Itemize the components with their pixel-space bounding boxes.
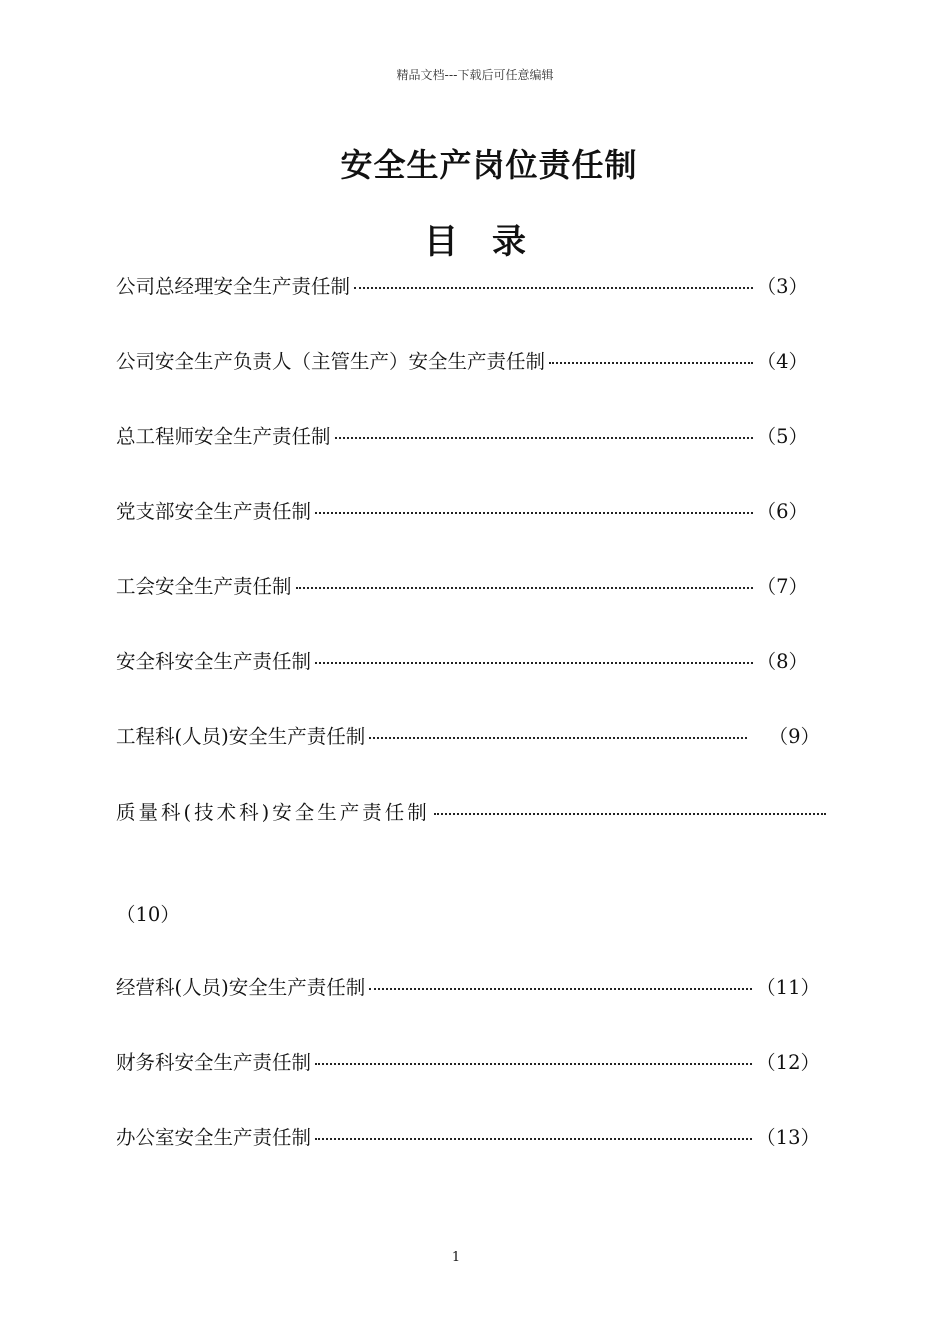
dot-leader: [315, 511, 753, 514]
toc-entry-page: （7）: [756, 575, 808, 598]
dot-leader: [315, 661, 753, 664]
dot-leader: [315, 1062, 752, 1065]
toc-entry-label: 安全科安全生产责任制: [116, 650, 312, 673]
toc-entry-page: （9）: [768, 725, 820, 748]
toc-entry-label: 总工程师安全生产责任制: [116, 425, 331, 448]
toc-entry-label: 公司安全生产负责人（主管生产）安全生产责任制: [116, 350, 546, 373]
toc-entry-9[interactable]: [116, 972, 820, 1000]
toc-entry-page: （13）: [756, 1126, 820, 1149]
toc-entry-page: （4）: [756, 350, 808, 373]
toc-heading-char-1: 目: [424, 222, 458, 262]
toc-entry-label: 办公室安全生产责任制: [116, 1126, 312, 1149]
toc-heading: [0, 214, 950, 263]
toc-entry-label: 财务科安全生产责任制: [116, 1051, 312, 1074]
toc-entry-2[interactable]: [116, 346, 808, 374]
toc-entry-4[interactable]: [116, 496, 808, 524]
toc-entry-8[interactable]: [116, 797, 830, 825]
toc-entry-label: 质量科(技术科)安全生产责任制: [116, 801, 430, 824]
dot-leader: [369, 736, 746, 739]
toc-entry-3[interactable]: [116, 421, 808, 449]
dot-leader: [315, 1137, 752, 1140]
page-header: 精品文档---下载后可任意编辑: [396, 68, 554, 82]
toc-entry-page: （6）: [756, 500, 808, 523]
toc-entry-11[interactable]: [116, 1122, 820, 1150]
page-number: 1: [451, 1250, 461, 1265]
dot-leader: [434, 812, 826, 815]
dot-leader: [369, 987, 752, 990]
toc-entry-5[interactable]: [116, 571, 808, 599]
dot-leader: [549, 361, 753, 364]
toc-entry-page: （8）: [756, 650, 808, 673]
toc-entry-1[interactable]: [116, 271, 808, 299]
dot-leader: [354, 286, 753, 289]
toc-entry-page: （5）: [756, 425, 808, 448]
toc-entry-label: 经营科(人员)安全生产责任制: [116, 976, 366, 999]
toc-entry-10[interactable]: [116, 1047, 820, 1075]
toc-entry-label: 公司总经理安全生产责任制: [116, 275, 351, 298]
document-title: 安全生产岗位责任制: [340, 146, 638, 184]
toc-entry-6[interactable]: [116, 646, 808, 674]
toc-entry-label: 工会安全生产责任制: [116, 575, 292, 598]
toc-heading-char-2: 录: [492, 222, 526, 262]
dot-leader: [335, 436, 753, 439]
toc-entry-8-page: （10）: [116, 903, 180, 926]
toc-entry-7[interactable]: [116, 721, 820, 749]
toc-entry-page: （11）: [756, 976, 820, 999]
toc-entry-page: （3）: [756, 275, 808, 298]
toc-entry-label: 党支部安全生产责任制: [116, 500, 312, 523]
dot-leader: [296, 586, 753, 589]
toc-entry-page: （12）: [756, 1051, 820, 1074]
toc-entry-label: 工程科(人员)安全生产责任制: [116, 725, 366, 748]
